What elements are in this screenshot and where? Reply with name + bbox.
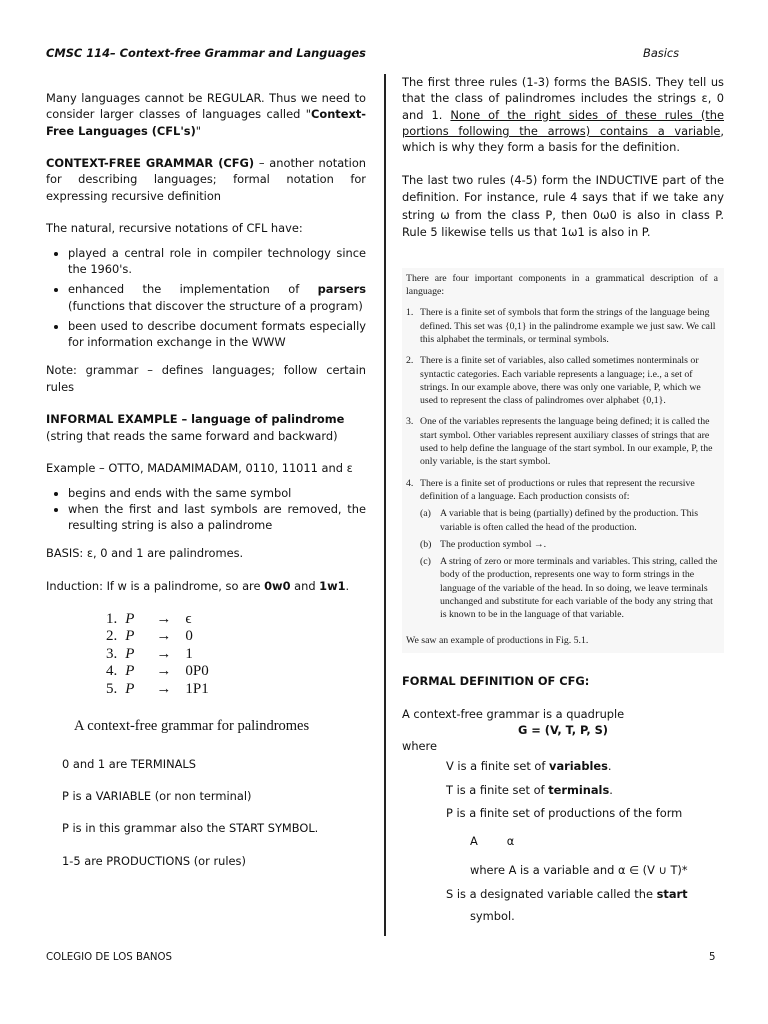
palindrome-bullets	[46, 485, 366, 534]
list-item: • when the first and last symbols are removed, the resulting string is also a palindrome	[68, 501, 366, 534]
footer-institution: COLEGIO DE LOS BANOS	[46, 952, 173, 963]
t-line: T is a finite set of terminals.	[446, 782, 613, 797]
scanned-excerpt	[402, 268, 724, 653]
informal-example: INFORMAL EXAMPLE – language of palindrome (string that reads the same forward and backward)	[46, 412, 345, 443]
natural-notation: The natural, recursive notations of CFL have:	[46, 221, 303, 236]
table-row: 2. P → 0	[106, 628, 193, 645]
quadruple-line: A context-free grammar is a quadruple	[402, 706, 625, 721]
where-line: where	[402, 739, 437, 754]
cfg-paragraph: CONTEXT-FREE GRAMMAR (CFG) – another notation for describing languages; formal notation for expressing recursive definition	[46, 156, 367, 203]
figure-caption: A context-free grammar for palindromes	[74, 718, 310, 735]
sub-item: (b) The production symbol →.	[420, 538, 547, 550]
list-item: • been used to describe document formats especially for information exchange in the WWW	[68, 318, 366, 351]
header-title: CMSC 114– Context-free Grammar and Languages	[46, 46, 366, 60]
inductive-paragraph: The last two rules (4-5) form the INDUCTIVE part of the definition. For instance, rule 4 says that if we take any string ω from the class P, then 0ω0 is also in class P. Rule 5 likewise tells us that 1ω1 is also in P.	[402, 172, 724, 240]
list-item: 4. There is a finite set of productions or rules that represent the recursive definition of a language. Each production consists of: (a) A variable that is being (partially) defined by the production. This variable is often called the head of the production. (b) The production symbol →. (c) A string of zero or more terminals and variables. This string, called the body of the production, represents one way to form strings in the language of the variable of the head. In so doing, we leave terminals unchanged and substitute for each variable of the body any string that is known to be in the language of that variable.	[406, 477, 718, 621]
where-condition: where A is a variable and α ∈ (V ∪ T)*	[470, 862, 688, 877]
scan-outro: We saw an example of productions in Fig. 5.1.	[406, 634, 589, 646]
table-row: 1. P → ϵ	[106, 610, 192, 627]
basis-paragraph: The first three rules (1-3) forms the BASIS. They tell us that the class of palindromes includes the strings ε, 0 and 1. None of the right sides of these rules (the portions following the arrows) contains a variable, which is why they form a basis for the definition.	[402, 75, 724, 155]
list-item: • enhanced the implementation of parsers (functions that discover the structure of a program)	[68, 281, 366, 314]
left-column	[46, 90, 366, 885]
table-row: 4. P → 0P0	[106, 663, 209, 680]
production-form: A α	[470, 834, 515, 849]
list-item: 2. There is a finite set of variables, also called sometimes nonterminals or syntactic categories. Each variable represents a language; i.e., a set of strings. In our example above, there was only one variable, P, which we used to represent the class of palindromes over alphabet {0,1}.	[406, 355, 701, 407]
productions-note: 1-5 are PRODUCTIONS (or rules)	[62, 853, 246, 868]
variable-note: P is a VARIABLE (or non terminal)	[62, 788, 252, 803]
rules-table	[106, 611, 217, 699]
p-line: P is a finite set of productions of the form	[446, 805, 683, 820]
table-row: 3. P → 1	[106, 645, 193, 662]
terminals-note: 0 and 1 are TERMINALS	[62, 756, 196, 771]
cfl-bullets	[46, 245, 366, 351]
v-line: V is a finite set of variables.	[446, 759, 612, 774]
right-column	[402, 74, 724, 924]
tuple-line: G = (V, T, P, S)	[517, 722, 609, 737]
formal-definition	[402, 673, 724, 925]
basis-line: BASIS: ε, 0 and 1 are palindromes.	[46, 546, 244, 561]
scan-intro: There are four important components in a grammatical description of a language:	[406, 272, 718, 298]
note: Note: grammar – defines languages; follow certain rules	[46, 363, 366, 394]
formal-title: FORMAL DEFINITION OF CFG:	[402, 673, 590, 688]
s-line-cont: symbol.	[470, 909, 515, 924]
induction-line: Induction: If w is a palindrome, so are 0w0 and 1w1.	[46, 579, 350, 594]
example-line: Example – OTTO, MADAMIMADAM, 0110, 11011 and ε	[46, 461, 353, 476]
page-number: 5	[709, 952, 716, 963]
list-item: • played a central role in compiler technology since the 1960's.	[68, 245, 366, 278]
s-line: S is a designated variable called the start	[446, 886, 688, 901]
list-item: 1. There is a finite set of symbols that form the strings of the language being defined. This set was {0,1} in the palindrome example we just saw. We call this alphabet the terminals, or terminal symbols.	[406, 307, 716, 345]
start-note: P is in this grammar also the START SYMBOL.	[62, 821, 319, 836]
sub-item: (a) A variable that is being (partially) defined by the production. This variable is often called the head of the production.	[420, 508, 699, 533]
list-item: • begins and ends with the same symbol	[68, 485, 366, 501]
grammar-figure	[74, 610, 366, 736]
column-divider	[384, 74, 386, 936]
header-section: Basics	[643, 46, 680, 60]
sub-item: (c) A string of zero or more terminals and variables. This string, called the body of the production, represents one way to form strings in the language of the variable of the head. In so doing, we leave terminals unchanged and substitute for each variable of the body any string that is known to be in the language of that variable.	[420, 556, 718, 621]
table-row: 5. P → 1P1	[106, 680, 209, 697]
intro-paragraph: Many languages cannot be REGULAR. Thus we need to consider larger classes of languages called "Context-Free Languages (CFL's)"	[46, 91, 366, 138]
list-item: 3. One of the variables represents the language being defined; it is called the start symbol. Other variables represent auxiliary classes of strings that are used to help define the language of the start symbol. In our example, P, the only variable, is the start symbol.	[406, 416, 713, 468]
